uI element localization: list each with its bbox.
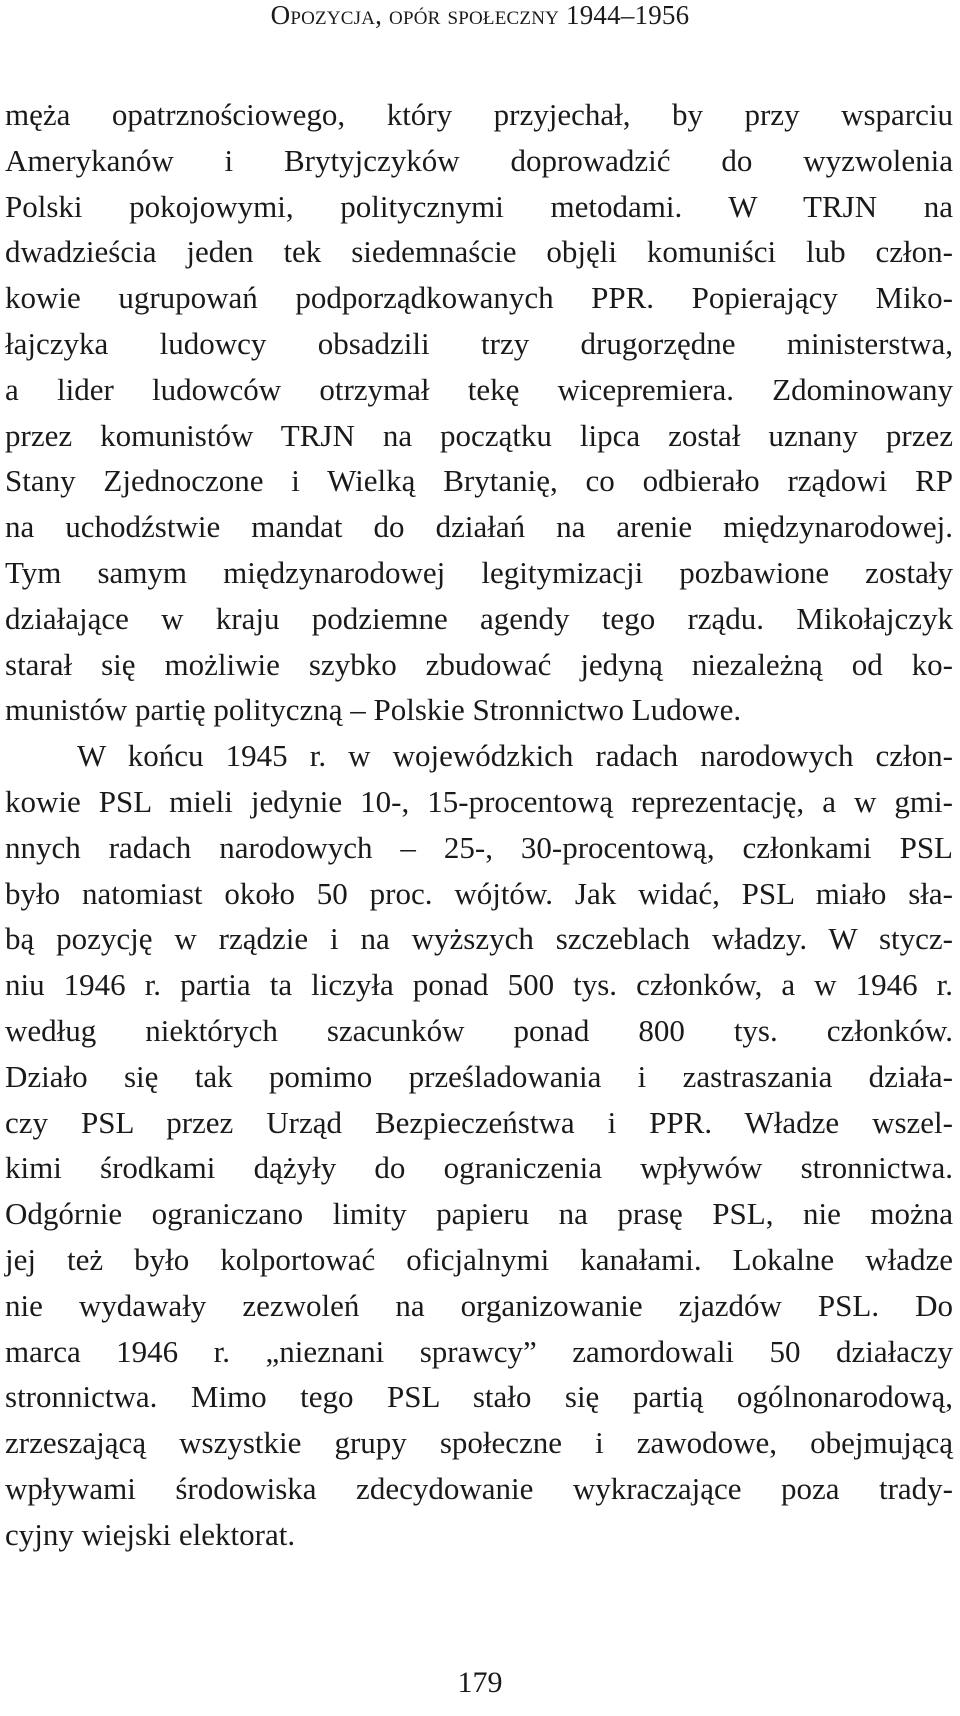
text-line: męża opatrznościowego, który przyjechał, by przy wsparciu: [5, 97, 953, 132]
text-line: było natomiast około 50 proc. wójtów. Jak widać, PSL miało sła-: [5, 875, 953, 911]
text-line: starał się możliwie szybko zbudować jedyną niezależną od ko-: [5, 646, 953, 682]
running-header-years: 1944–1956: [566, 0, 690, 30]
text-line: kowie ugrupowań podporządkowanych PPR. Popierający Miko-: [5, 280, 953, 316]
text-line: W końcu 1945 r. w wojewódzkich radach narodowych człon-: [77, 738, 953, 774]
text-line: bą pozycję w rządzie i na wyższych szczeblach władzy. W stycz-: [5, 921, 953, 957]
running-header-title: Opozycja, opór społeczny: [270, 0, 560, 30]
text-line: nnych radach narodowych – 25-, 30-procentową, członkami PSL: [5, 829, 953, 865]
text-line: przez komunistów TRJN na początku lipca został uznany przez: [5, 417, 953, 453]
text-line: czy PSL przez Urząd Bezpieczeństwa i PPR. Władze wszel-: [5, 1104, 953, 1140]
text-line: łajczyka ludowcy obsadzili trzy drugorzędne ministerstwa,: [5, 325, 953, 361]
text-line: Stany Zjednoczone i Wielką Brytanię, co odbierało rządowi RP: [5, 463, 953, 499]
text-line: zrzeszającą wszystkie grupy społeczne i zawodowe, obejmującą: [5, 1425, 953, 1461]
text-line: nie wydawały zezwoleń na organizowanie zjazdów PSL. Do: [5, 1287, 953, 1323]
text-line: jej też było kolportować oficjalnymi kanałami. Lokalne władze: [5, 1241, 953, 1277]
text-line: według niektórych szacunków ponad 800 tys. członków.: [5, 1012, 953, 1048]
text-line: kimi środkami dążyły do ograniczenia wpływów stronnictwa.: [5, 1150, 953, 1186]
text-line: Amerykanów i Brytyjczyków doprowadzić do wyzwolenia: [5, 142, 953, 178]
text-line: wpływami środowiska zdecydowanie wykraczające poza trady-: [5, 1470, 953, 1506]
text-line: kowie PSL mieli jedynie 10-, 15-procentową reprezentację, a w gmi-: [5, 783, 953, 819]
page-number: 179: [457, 1666, 503, 1699]
text-line: Odgórnie ograniczano limity papieru na prasę PSL, nie można: [5, 1196, 953, 1232]
paragraph-2: [5, 733, 953, 1557]
text-line: dwadzieścia jeden tek siedemnaście objęli komuniści lub człon-: [5, 234, 953, 270]
text-line: Działo się tak pomimo prześladowania i zastraszania działa-: [5, 1058, 953, 1094]
text-line: Polski pokojowymi, politycznymi metodami. W TRJN na: [5, 188, 953, 224]
text-line: marca 1946 r. „nieznani sprawcy” zamordowali 50 działaczy: [5, 1333, 953, 1369]
text-line: działające w kraju podziemne agendy tego rządu. Mikołajczyk: [5, 600, 953, 636]
text-line: cyjny wiejski elektorat.: [5, 1516, 296, 1552]
body-text: [5, 92, 953, 1558]
text-line: na uchodźstwie mandat do działań na arenie międzynarodowej.: [5, 509, 953, 545]
text-line: stronnictwa. Mimo tego PSL stało się partią ogólnonarodową,: [5, 1379, 953, 1415]
text-line: a lider ludowców otrzymał tekę wicepremiera. Zdominowany: [5, 371, 953, 407]
text-line: munistów partię polityczną – Polskie Stronnictwo Ludowe.: [5, 692, 742, 728]
running-header: [0, 0, 960, 30]
text-line: Tym samym międzynarodowej legitymizacji pozbawione zostały: [5, 554, 953, 590]
text-line: niu 1946 r. partia ta liczyła ponad 500 tys. członków, a w 1946 r.: [5, 967, 953, 1003]
paragraph-1: [5, 92, 953, 733]
